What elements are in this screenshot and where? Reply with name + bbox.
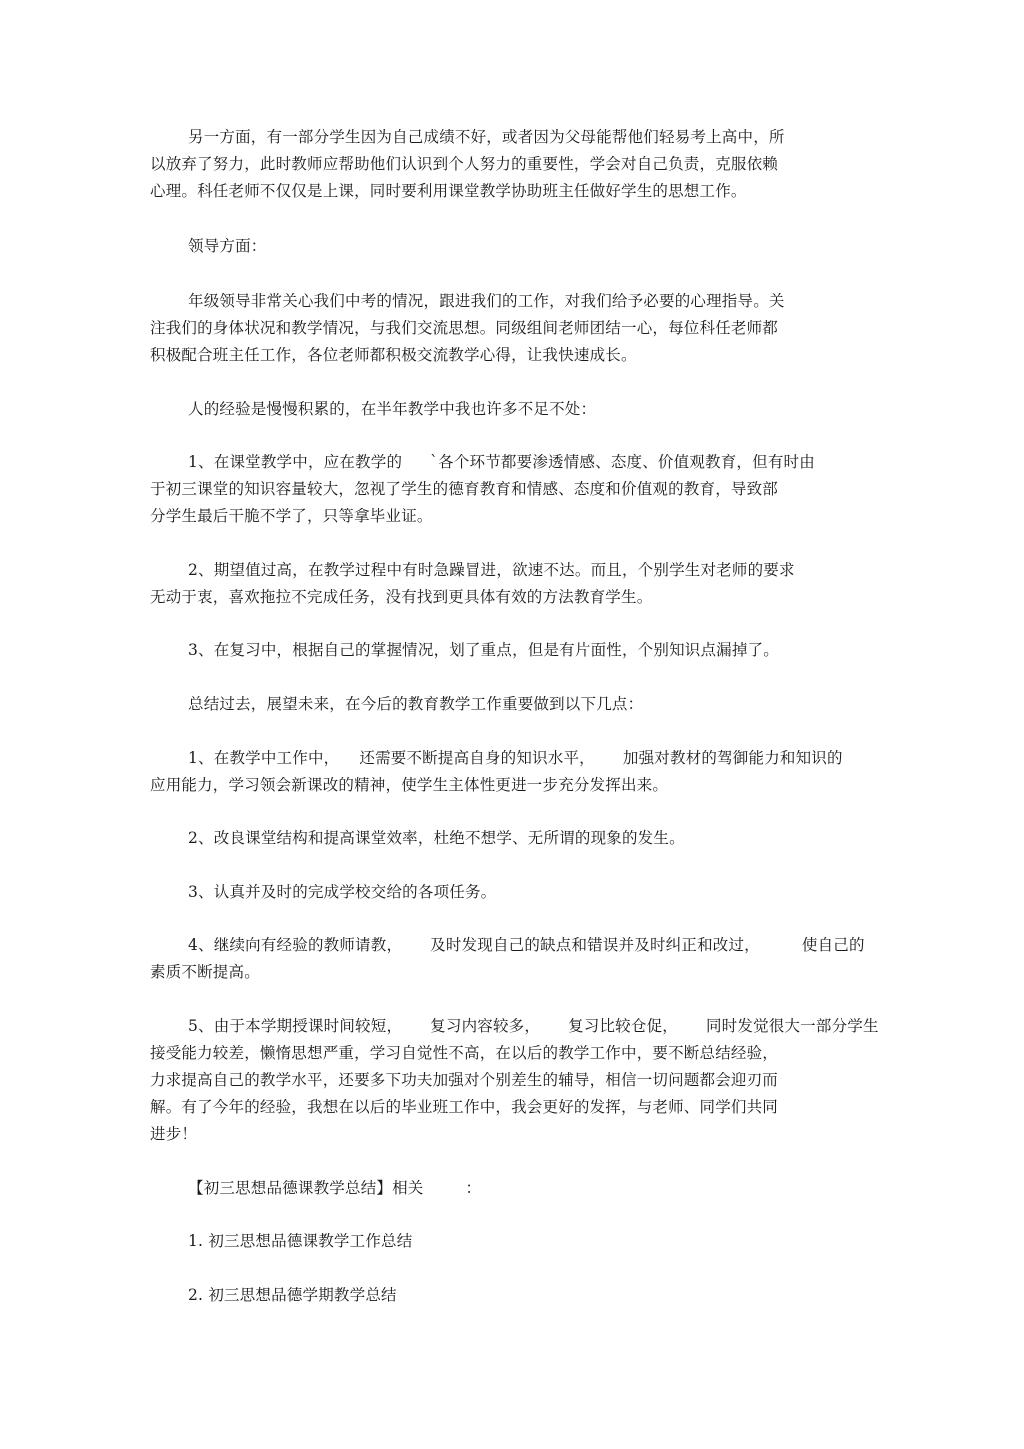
text-segment: `各个环节都要渗透情感、态度、价值观教育，但有时由 [430, 453, 815, 471]
text-line [150, 745, 880, 772]
paragraph-plan-4 [150, 932, 880, 986]
paragraph-leadership [150, 288, 880, 369]
text-line: 于初三课堂的知识容量较大，忽视了学生的德育教育和情感、态度和价值观的教育，导致部 [150, 480, 779, 498]
text-segment: 及时发现自己的缺点和错误并及时纠正和改过， [430, 936, 760, 954]
text-segment: 复习内容较多， [430, 1017, 541, 1035]
text-line [150, 1013, 880, 1040]
related-link-1[interactable] [150, 1228, 880, 1255]
paragraph-shortcoming-2 [150, 557, 880, 611]
related-heading [150, 1175, 880, 1202]
text-line [150, 449, 880, 476]
text-line: 注我们的身体状况和教学情况，与我们交流思想。同级组间老师团结一心，每位科任老师都 [150, 319, 779, 337]
text-segment: 1、在教学中工作中， [188, 749, 340, 767]
text-line: 年级领导非常关心我们中考的情况，跟进我们的工作，对我们给予必要的心理指导。关 [188, 292, 785, 310]
text-line[interactable]: 1. 初三思想品德课教学工作总结 [188, 1232, 413, 1250]
text-line: 力求提高自己的教学水平，还要多下功夫加强对个别差生的辅导，相信一切问题都会迎刃而 [150, 1071, 779, 1089]
text-line: 以放弃了努力，此时教师应帮助他们认识到个人努力的重要性，学会对自己负责，克服依赖 [150, 155, 779, 173]
text-line: 素质不断提高。 [150, 963, 260, 981]
text-line: 另一方面，有一部分学生因为自己成绩不好，或者因为父母能帮他们轻易考上高中，所 [188, 128, 785, 146]
text-line: 总结过去，展望未来，在今后的教育教学工作重要做到以下几点： [188, 695, 644, 713]
text-segment: 4、继续向有经验的教师请教， [188, 936, 403, 954]
text-line: 分学生最后干脆不学了，只等拿毕业证。 [150, 507, 433, 525]
text-line: 解。有了今年的经验，我想在以后的毕业班工作中，我会更好的发挥，与老师、同学们共同 [150, 1098, 779, 1116]
text-line: 3、在复习中，根据自己的掌握情况，划了重点，但是有片面性，个别知识点漏掉了。 [188, 641, 779, 659]
paragraph-shortcoming-3 [150, 637, 880, 664]
text-line: 3、认真并及时的完成学校交给的各项任务。 [188, 883, 497, 901]
text-line: 2、改良课堂结构和提高课堂效率，杜绝不想学、无所谓的现象的发生。 [188, 829, 685, 847]
paragraph-shortcoming-1 [150, 449, 880, 530]
text-line: 积极配合班主任工作，各位老师都积极交流教学心得，让我快速成长。 [150, 346, 637, 364]
text-segment: 1、在课堂教学中，应在教学的 [188, 453, 403, 471]
text-line: 领导方面： [188, 237, 267, 255]
text-line: 2、期望值过高，在教学过程中有时急躁冒进，欲速不达。而且，个别学生对老师的要求 [188, 561, 795, 579]
text-segment: 复习比较仓促， [568, 1017, 678, 1035]
paragraph-plan-2 [150, 825, 880, 852]
text-segment: 【初三思想品德课教学总结】相关 [188, 1179, 424, 1197]
paragraph-plans-intro [150, 691, 880, 718]
paragraph-plan-1 [150, 745, 880, 799]
paragraph-shortcomings-intro [150, 396, 880, 423]
paragraph-plan-5 [150, 1013, 880, 1148]
text-segment: 还需要不断提高自身的知识水平， [359, 749, 595, 767]
text-line [150, 1175, 880, 1202]
text-segment: 使自己的 [801, 936, 865, 954]
text-line: 接受能力较差，懒惰思想严重，学习自觉性不高，在以后的教学工作中，要不断总结经验， [150, 1044, 779, 1062]
text-segment: 同时发觉很大一部分学生 [705, 1017, 879, 1035]
text-line [150, 932, 880, 959]
text-line: 无动于衷，喜欢拖拉不完成任务，没有找到更具体有效的方法教育学生。 [150, 588, 653, 606]
text-segment: 加强对教材的驾御能力和知识的 [622, 749, 843, 767]
text-segment: ： [465, 1179, 482, 1197]
paragraph-student-effort [150, 124, 880, 205]
text-line: 人的经验是慢慢积累的，在半年教学中我也许多不足不处： [188, 400, 597, 418]
text-line: 应用能力，学习领会新课改的精神，使学生主体性更进一步充分发挥出来。 [150, 776, 669, 794]
text-line[interactable]: 2. 初三思想品德学期教学总结 [188, 1286, 397, 1304]
paragraph-plan-3 [150, 879, 880, 906]
related-link-2[interactable] [150, 1282, 880, 1309]
text-segment: 5、由于本学期授课时间较短， [188, 1017, 403, 1035]
section-heading-leadership [150, 233, 880, 260]
text-line: 进步！ [150, 1125, 198, 1143]
text-line: 心理。科任老师不仅仅是上课，同时要利用课堂教学协助班主任做好学生的思想工作。 [150, 182, 747, 200]
